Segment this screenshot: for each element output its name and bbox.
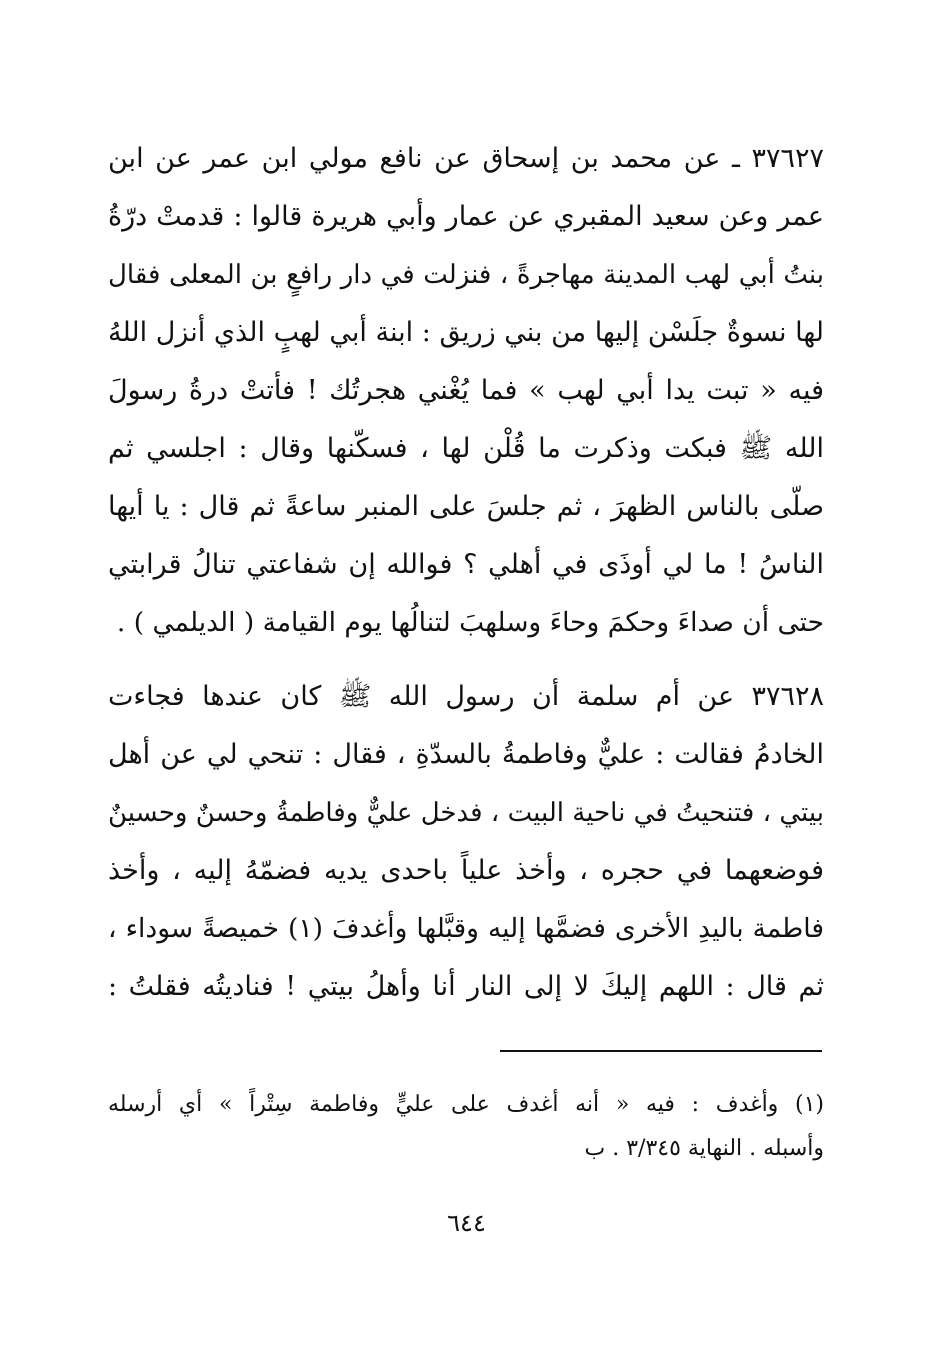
hadith-37628 [108, 668, 824, 1016]
hadith-line: الله ﷺ فبكت وذكرت ما قُلْن لها ، فسكّنها وقال : اجلسي ثم [108, 433, 824, 464]
footnote-line: (١) وأغدف : فيه « أنه أغدف على عليٍّ وفاطمة سِتْراً » أي أرسله [108, 1092, 824, 1117]
footnote [108, 1083, 824, 1171]
hadith-line: الناسُ ! ما لي أوذَى في أهلي ؟ فوالله إن شفاعتي تنالُ قرابتي [108, 549, 824, 580]
hadith-37627 [108, 130, 824, 652]
hadith-line: بنتُ أبي لهب المدينة مهاجرةً ، فنزلت في دار رافعٍ بن المعلى فقال [108, 260, 824, 290]
hadith-line: فوضعهما في حجره ، وأخذ علياً باحدى يديه فضمّهُ إليه ، وأخذ [108, 855, 824, 886]
hadith-line: ٣٧٦٢٨ عن أم سلمة أن رسول الله ﷺ كان عندها فجاءت [108, 681, 824, 712]
hadith-line: ثم قال : اللهم إليكَ لا إلى النار أنا وأهلُ بيتي ! فناديتُه فقلتُ : [108, 971, 824, 1002]
hadith-line: فاطمة باليدِ الأخرى فضمَّها إليه وقبَّلها وأغدفَ (١) خميصةً سوداء ، [108, 913, 824, 944]
footnote-divider [500, 1050, 822, 1052]
footnote-line: وأسبله . النهاية ٣/٣٤٥ . ب [584, 1136, 824, 1161]
hadith-line: ٣٧٦٢٧ ـ عن محمد بن إسحاق عن نافع مولي ابن عمر عن ابن [108, 143, 824, 174]
hadith-line: بيتي ، فتنحيتُ في ناحية البيت ، فدخل عليٌّ وفاطمةُ وحسنٌ وحسينٌ [108, 798, 824, 828]
hadith-line: الخادمُ فقالت : عليٌّ وفاطمةُ بالسدّةِ ، فقال : تنحي لي عن أهل [108, 739, 824, 770]
hadith-line: عمر وعن سعيد المقبري عن عمار وأبي هريرة قالوا : قدمتْ درّةُ [108, 201, 824, 232]
hadith-line: لها نسوةٌ جلَسْن إليها من بني زريق : ابنة أبي لهبٍ الذي أنزل اللهُ [108, 317, 824, 348]
hadith-line: صلّى بالناس الظهرَ ، ثم جلسَ على المنبر ساعةً ثم قال : يا أيها [108, 491, 824, 522]
page-number: ٦٤٤ [447, 1209, 486, 1237]
hadith-line: حتى أن صداءَ وحكمَ وحاءَ وسلهبَ لتنالُها يوم القيامة ( الديلمي ) . [116, 607, 824, 638]
hadith-line: فيه « تبت يدا أبي لهب » فما يُغْني هجرتُك ! فأتتْ درةُ رسولَ [108, 375, 824, 406]
